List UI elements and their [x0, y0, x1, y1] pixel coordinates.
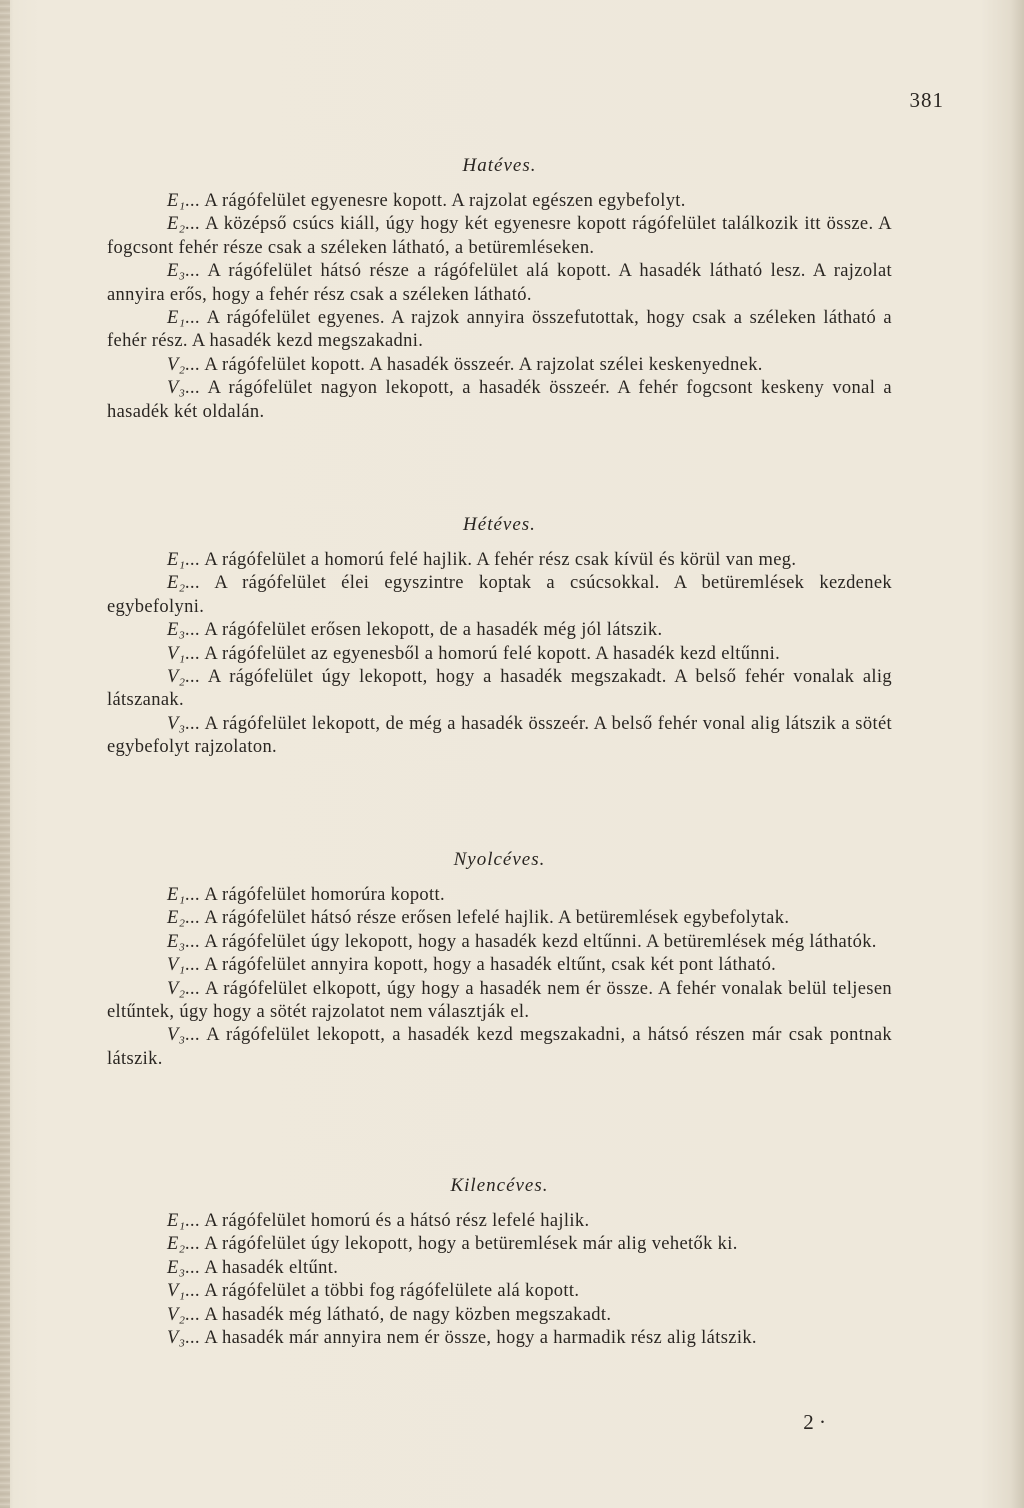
- entry-text: A rágófelület lekopott, a hasadék kezd megszakadni, a hátsó részen már csak pontnak látszik.: [107, 1025, 892, 1069]
- entry-label: E₁...: [167, 308, 201, 329]
- page-number: 381: [909, 88, 944, 112]
- entry-text: A rágófelület elkopott, úgy hogy a hasadék nem ér össze. A fehér vonalak belül teljesen eltűntek, úgy hogy a sötét rajzolatot nem választják el.: [107, 978, 892, 1023]
- entry-paragraph: [107, 1304, 892, 1327]
- section-heteves: [107, 515, 892, 760]
- entry-paragraph: [107, 260, 892, 307]
- entry-paragraph: [107, 1280, 892, 1303]
- entry-label: E₃...: [167, 1257, 201, 1278]
- entry-paragraph: [107, 978, 892, 1025]
- section-title: Kilencéves.: [450, 1175, 549, 1196]
- section-hateves: [107, 156, 892, 424]
- entry-text: A rágófelület kopott. A hasadék összeér. A rajzolat szélei keskenyednek.: [200, 354, 763, 375]
- section-title: Nyolcéves.: [453, 849, 546, 870]
- entry-label: E₂...: [167, 214, 201, 235]
- entry-text: A rágófelület homorú és a hátsó rész lefelé hajlik.: [200, 1211, 590, 1231]
- entry-paragraph: [107, 354, 892, 377]
- entry-text: A rágófelület az egyenesből a homorú felé kopott. A hasadék kezd eltűnni.: [200, 643, 781, 664]
- entry-label: E₃...: [167, 261, 201, 282]
- entry-paragraph: [107, 713, 892, 760]
- entry-paragraph: [107, 1233, 892, 1256]
- section-nyolceves: [107, 850, 892, 1071]
- entry-text: A rágófelület erősen lekopott, de a hasadék még jól látszik.: [200, 620, 663, 641]
- entry-label: V₂...: [167, 1304, 201, 1325]
- entry-paragraph: [107, 307, 892, 354]
- entry-paragraph: [107, 213, 892, 260]
- entry-paragraph: [107, 1210, 892, 1233]
- entry-paragraph: [107, 931, 892, 954]
- entry-text: A rágófelület úgy lekopott, hogy a hasadék kezd eltűnni. A betüremlések még láthatók.: [200, 931, 877, 952]
- entry-label: E₁...: [167, 191, 201, 211]
- entry-text: A rágófelület homorúra kopott.: [200, 885, 445, 905]
- entry-paragraph: [107, 643, 892, 666]
- section-title: Hétéves.: [463, 514, 536, 535]
- entry-text: A rágófelület lekopott, de még a hasadék összeér. A belső fehér vonal alig látszik a sötét egybefolyt rajzolaton.: [107, 713, 892, 758]
- entry-text: A rágófelület egyenes. A rajzok annyira összefutottak, hogy csak a széleken látható a fehér rész. A hasadék kezd megszakadni.: [107, 308, 892, 352]
- entry-paragraph: [107, 884, 892, 907]
- entry-label: E₃...: [167, 931, 201, 952]
- entry-label: V₁...: [167, 1281, 201, 1302]
- entry-label: V₂...: [167, 354, 201, 375]
- entry-label: V₃...: [167, 1328, 201, 1349]
- entry-paragraph: [107, 190, 892, 213]
- entry-text: A hasadék eltűnt.: [200, 1257, 339, 1278]
- signature-mark: 2 ·: [803, 1410, 826, 1434]
- entry-label: E₂...: [167, 908, 201, 929]
- entry-paragraph: [107, 907, 892, 930]
- section-kilenceves: [107, 1176, 892, 1350]
- entry-text: A rágófelület nagyon lekopott, a hasadék összeér. A fehér fogcsont keskeny vonal a hasadék két oldalán.: [107, 378, 892, 422]
- entry-paragraph: [107, 572, 892, 619]
- entry-paragraph: [107, 666, 892, 713]
- entry-label: V₁...: [167, 643, 201, 664]
- entry-label: E₂...: [167, 1234, 201, 1255]
- entry-text: A rágófelület annyira kopott, hogy a hasadék eltűnt, csak két pont látható.: [200, 955, 777, 976]
- entry-label: E₂...: [167, 573, 201, 594]
- entry-text: A rágófelület élei egyszintre koptak a csúcsokkal. A betüremlések kezdenek egybefolyni.: [107, 573, 892, 617]
- entry-paragraph: [107, 619, 892, 642]
- page-spine-shadow: [0, 0, 10, 1508]
- entry-text: A rágófelület a homorú felé hajlik. A fehér rész csak kívül és körül van meg.: [200, 550, 797, 570]
- entry-label: E₃...: [167, 620, 201, 641]
- entry-paragraph: [107, 1257, 892, 1280]
- entry-label: V₃...: [167, 713, 201, 734]
- entry-text: A rágófelület úgy lekopott, hogy a hasadék megszakadt. A belső fehér vonalak alig látszanak.: [107, 667, 892, 711]
- entry-paragraph: [107, 549, 892, 572]
- entry-text: A rágófelület egyenesre kopott. A rajzolat egészen egybefolyt.: [200, 191, 686, 211]
- entry-text: A rágófelület a többi fog rágófelülete alá kopott.: [200, 1281, 580, 1302]
- entry-text: A középső csúcs kiáll, úgy hogy két egyenesre kopott rágófelület találkozik itt össze. A fogcsont fehér része csak a széleken látható, a betüremléseken.: [107, 214, 892, 258]
- entry-label: V₂...: [167, 978, 201, 999]
- entry-text: A rágófelület úgy lekopott, hogy a betüremlések már alig vehetők ki.: [200, 1234, 738, 1255]
- entry-label: E₁...: [167, 885, 201, 905]
- entry-paragraph: [107, 1024, 892, 1071]
- entry-label: V₃...: [167, 1025, 201, 1046]
- section-title: Hatéves.: [462, 155, 537, 176]
- entry-text: A hasadék még látható, de nagy közben megszakadt.: [200, 1304, 612, 1325]
- entry-label: E₁...: [167, 550, 201, 570]
- entry-text: A rágófelület hátsó része a rágófelület alá kopott. A hasadék látható lesz. A rajzolat annyira erős, hogy a fehér rész csak a széleken látható.: [107, 261, 892, 305]
- entry-label: E₁...: [167, 1211, 201, 1231]
- entry-paragraph: [107, 377, 892, 424]
- entry-paragraph: [107, 954, 892, 977]
- entry-label: V₂...: [167, 667, 201, 688]
- entry-label: V₁...: [167, 955, 201, 976]
- entry-paragraph: [107, 1327, 892, 1350]
- entry-text: A rágófelület hátsó része erősen lefelé hajlik. A betüremlések egybefolytak.: [200, 908, 790, 929]
- entry-text: A hasadék már annyira nem ér össze, hogy a harmadik rész alig látszik.: [200, 1328, 757, 1349]
- entry-label: V₃...: [167, 378, 201, 399]
